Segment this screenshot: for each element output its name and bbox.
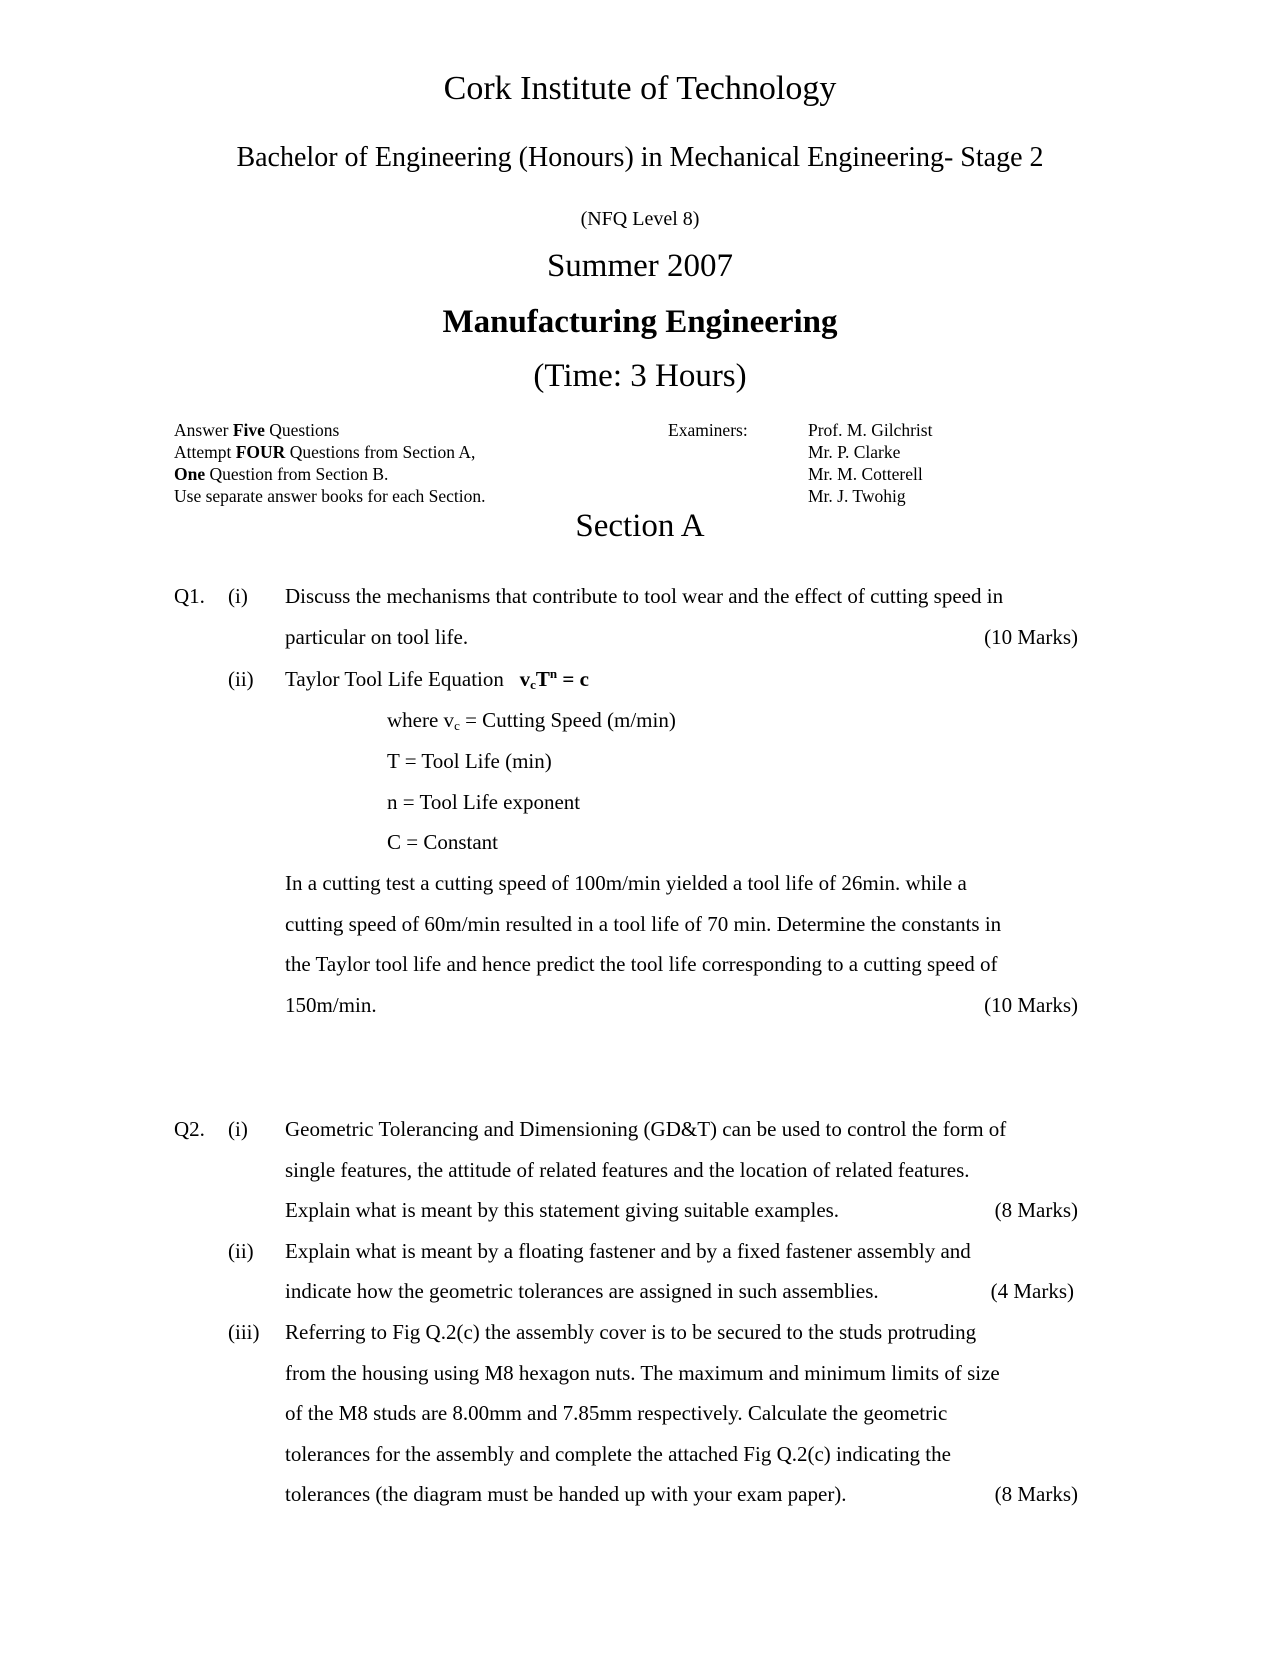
- q2-part-iii-line: Referring to Fig Q.2(c) the assembly cover is to be secured to the studs protruding: [285, 1320, 977, 1344]
- examiners-label: Examiners:: [668, 420, 748, 440]
- q2-part-i-line: Explain what is meant by this statement giving suitable examples.: [285, 1198, 840, 1222]
- examiner-name: Mr. M. Cotterell: [808, 464, 923, 484]
- programme-title: Bachelor of Engineering (Honours) in Mechanical Engineering- Stage 2: [236, 142, 1044, 173]
- q2-part-iii-label: (iii): [228, 1320, 260, 1344]
- q2-part-iii-line: from the housing using M8 hexagon nuts. The maximum and minimum limits of size: [285, 1361, 1000, 1385]
- q1-part-ii-para-line: cutting speed of 60m/min resulted in a tool life of 70 min. Determine the constants in: [285, 912, 1002, 936]
- examiner-name: Mr. J. Twohig: [808, 486, 906, 506]
- q1-part-ii-para-line: In a cutting test a cutting speed of 100m/min yielded a tool life of 26min. while a: [285, 871, 967, 895]
- q1-part-ii-marks: (10 Marks): [984, 993, 1078, 1017]
- q1-part-ii-para-line: 150m/min.: [285, 993, 377, 1017]
- q2-part-iii-line: tolerances for the assembly and complete the attached Fig Q.2(c) indicating the: [285, 1442, 951, 1466]
- q2-part-iii-line: of the M8 studs are 8.00mm and 7.85mm respectively. Calculate the geometric: [285, 1401, 948, 1425]
- exam-duration: (Time: 3 Hours): [533, 358, 747, 394]
- examiner-name: Mr. P. Clarke: [808, 442, 901, 462]
- instruction-line-2: Attempt FOUR Questions from Section A,: [174, 442, 476, 462]
- taylor-equation-label: Taylor Tool Life Equation: [285, 667, 504, 691]
- q2-part-i-marks: (8 Marks): [994, 1198, 1078, 1222]
- definition-T: T = Tool Life (min): [387, 749, 552, 773]
- q2-part-ii-label: (ii): [228, 1239, 254, 1263]
- instruction-line-4: Use separate answer books for each Section.: [174, 486, 486, 506]
- q2-number: Q2.: [174, 1117, 205, 1141]
- q2-part-i-line: single features, the attitude of related features and the location of related features.: [285, 1158, 970, 1182]
- instruction-line-1: Answer Five Questions: [174, 420, 340, 440]
- subject-title: Manufacturing Engineering: [442, 304, 838, 340]
- taylor-equation: $v_cT^n = c$: [519, 666, 589, 692]
- definition-vc: where $v_c$ = Cutting Speed (m/min): [387, 708, 676, 733]
- examiner-name: Prof. M. Gilchrist: [808, 420, 933, 440]
- q2-part-i-label: (i): [228, 1117, 248, 1141]
- q2-part-ii-marks: (4 Marks): [990, 1279, 1074, 1303]
- q2-part-ii-line: Explain what is meant by a floating fastener and by a fixed fastener assembly and: [285, 1239, 971, 1263]
- q1-part-i-line: particular on tool life.: [285, 625, 469, 649]
- examiners-list: [808, 419, 932, 507]
- q2-part-i-line: Geometric Tolerancing and Dimensioning (GD&T) can be used to control the form of: [285, 1117, 1007, 1141]
- instruction-line-3: One Question from Section B.: [174, 464, 389, 484]
- q1-part-i-line: Discuss the mechanisms that contribute to tool wear and the effect of cutting speed in: [285, 584, 1004, 608]
- nfq-level: (NFQ Level 8): [580, 208, 700, 230]
- q2-part-iii-marks: (8 Marks): [994, 1482, 1078, 1506]
- definition-C: C = Constant: [387, 830, 499, 854]
- q1-number: Q1.: [174, 584, 205, 608]
- q2-part-ii-line: indicate how the geometric tolerances are assigned in such assemblies.: [285, 1279, 879, 1303]
- section-heading: Section A: [575, 508, 705, 544]
- instructions: [174, 419, 485, 507]
- q1-part-ii-label: (ii): [228, 667, 254, 691]
- q2-part-iii-line: tolerances (the diagram must be handed up with your exam paper).: [285, 1482, 847, 1506]
- definition-n: n = Tool Life exponent: [387, 790, 581, 814]
- taylor-equation-line: [285, 667, 589, 692]
- q1-part-i-label: (i): [228, 584, 248, 608]
- institution-title: Cork Institute of Technology: [443, 70, 837, 107]
- q1-part-i-marks: (10 Marks): [984, 625, 1078, 649]
- q1-part-ii-para-line: the Taylor tool life and hence predict the tool life corresponding to a cutting speed of: [285, 952, 998, 976]
- exam-term: Summer 2007: [546, 248, 734, 284]
